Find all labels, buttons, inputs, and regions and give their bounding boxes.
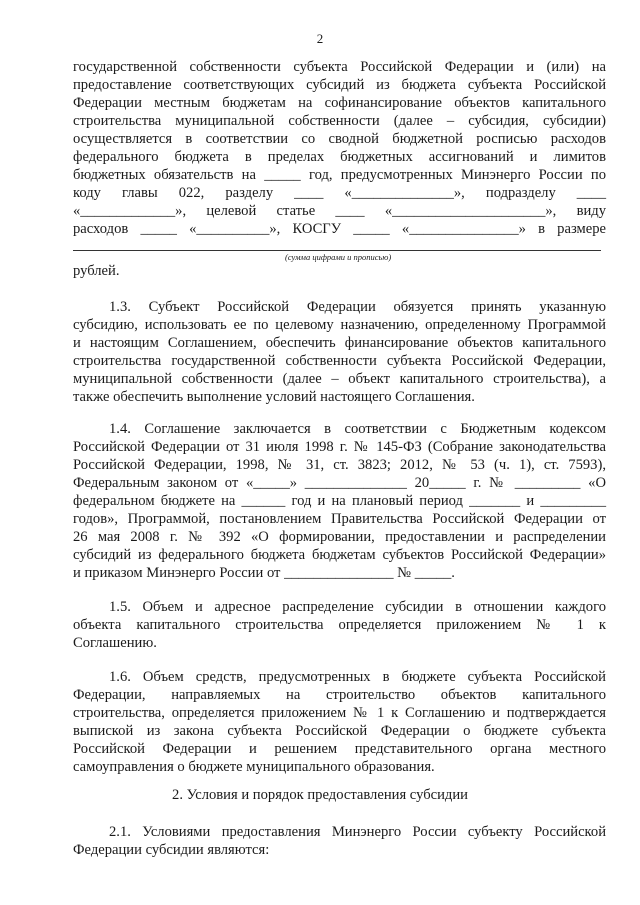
text-line: Федеральным законом от «_____» ______________ 20_____ г. № _________ «О xyxy=(73,475,606,491)
text-line: бюджетных обязательств на _____ год, предусмотренных Минэнерго России по xyxy=(73,167,606,183)
text-line: Российской Федерации от 31 июля 1998 г. № 145-ФЗ (Собрание законодательства xyxy=(73,439,606,455)
rubles-word xyxy=(73,262,606,280)
text-line: рублей. xyxy=(73,263,120,279)
text-line: и настоящим Соглашением, обеспечить финансирование объектов капитального xyxy=(73,335,606,351)
text-line: осуществляется в соответствии со сводной бюджетной росписью расходов xyxy=(73,131,606,147)
text-line: 1.6. Объем средств, предусмотренных в бюджете субъекта Российской xyxy=(109,669,606,685)
text-line: 26 мая 2008 г. № 392 «О формировании, предоставлении и распределении xyxy=(73,529,606,545)
text-line: предоставление соответствующих субсидий из бюджета субъекта Российской xyxy=(73,77,606,93)
text-line: Федерации, направляемых на строительство объектов капитального xyxy=(73,687,606,703)
text-line: строительства муниципальной собственности (далее – субсидия, субсидии) xyxy=(73,113,606,129)
paragraph-1-3 xyxy=(73,298,606,406)
text-line: выпиской из закона субъекта Российской Федерации о бюджете субъекта xyxy=(73,723,606,739)
text-line: субсидий из федерального бюджета бюджетам субъектов Российской Федерации» xyxy=(73,547,606,563)
paragraph-1-6 xyxy=(73,668,606,776)
paragraph-funding-continuation xyxy=(73,58,606,238)
text-line: 1.4. Соглашение заключается в соответствии с Бюджетным кодексом xyxy=(109,421,606,437)
text-line: строительства государственной собственности субъекта Российской Федерации, xyxy=(73,353,606,369)
text-line: объекта капитального строительства определяется приложением № 1 к xyxy=(73,617,606,633)
text-line: и приказом Минэнерго России от _______________ № _____. xyxy=(73,565,455,581)
text-line: Федерации местным бюджетам на софинансирование объектов капитального xyxy=(73,95,606,111)
text-line: коду главы 022, разделу ____ «______________», подразделу ____ xyxy=(73,185,606,201)
text-line: 2.1. Условиями предоставления Минэнерго России субъекту Российской xyxy=(109,824,606,840)
text-line: федерального бюджета в пределах бюджетных ассигнований и лимитов xyxy=(73,149,606,165)
text-line: государственной собственности субъекта Российской Федерации и (или) на xyxy=(73,59,606,75)
text-line: Соглашению. xyxy=(73,635,157,651)
text-line: муниципальной собственности (далее – объект капитального строительства), а xyxy=(73,371,606,387)
text-line: Федерации субсидии являются: xyxy=(73,842,270,858)
text-line: федеральном бюджете на ______ год и на плановый период _______ и _________ xyxy=(73,493,606,509)
text-line: самоуправления о бюджете муниципального образования. xyxy=(73,759,435,775)
text-line: строительства, определяется приложением № 1 к Соглашению и подтверждается xyxy=(73,705,606,721)
text-line: также обеспечить выполнение условий настоящего Соглашения. xyxy=(73,389,475,405)
text-line: 1.5. Объем и адресное распределение субсидии в отношении каждого xyxy=(109,599,606,615)
text-line: годов», Программой, постановлением Правительства Российской Федерации от xyxy=(73,511,606,527)
paragraph-1-5 xyxy=(73,598,606,652)
paragraph-2-1 xyxy=(73,823,606,859)
text-line: Российской Федерации, 1998, № 31, ст. 3823; 2012, № 53 (ч. 1), ст. 7593), xyxy=(73,457,606,473)
text-line: 1.3. Субъект Российской Федерации обязуется принять указанную xyxy=(109,299,606,315)
sum-caption: (сумма цифрами и прописью) xyxy=(285,252,392,262)
page-number: 2 xyxy=(316,31,324,46)
text-line: субсидию, использовать ее по целевому назначению, определенному Программой xyxy=(73,317,606,333)
section-heading: 2. Условия и порядок предоставления субсидии xyxy=(172,787,468,803)
text-line: «_____________», целевой статье ____ «_____________________», виду xyxy=(73,203,606,219)
text-line: расходов _____ «__________», КОСГУ _____ «_______________» в размере xyxy=(73,221,606,237)
sum-fill-line xyxy=(73,250,601,251)
text-line: Российской Федерации и решением представительного органа местного xyxy=(73,741,606,757)
paragraph-1-4 xyxy=(73,420,606,582)
